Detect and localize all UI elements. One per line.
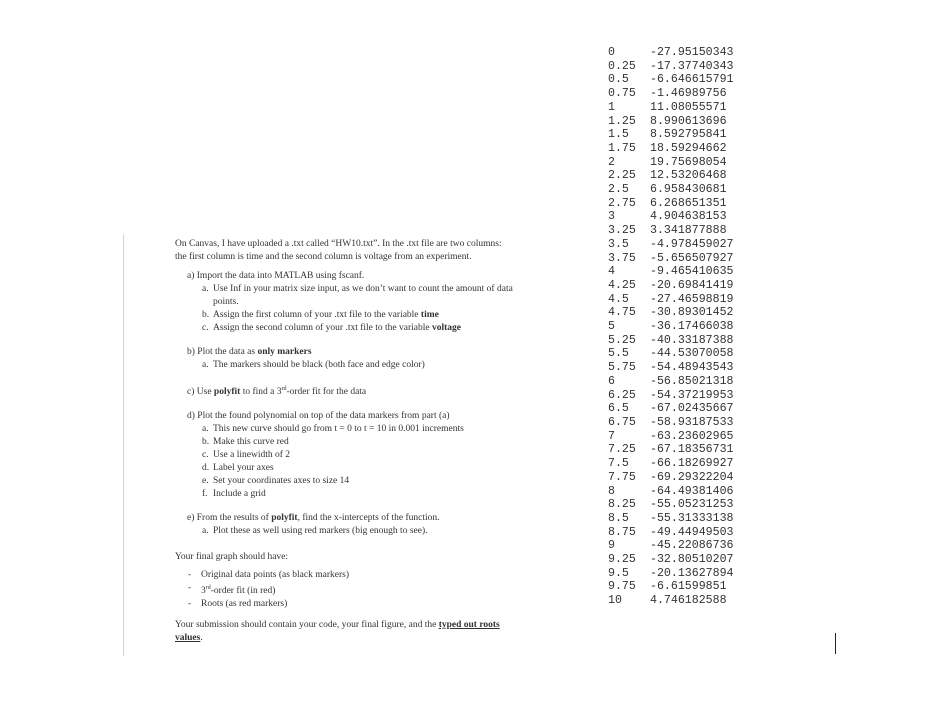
voltage-cell: -66.18269927 (650, 457, 734, 471)
time-cell: 3.25 (608, 224, 636, 238)
table-row (608, 512, 734, 526)
voltage-cell: -49.44949503 (650, 525, 734, 539)
voltage-cell: -5.656507927 (650, 251, 734, 265)
time-cell: 9 (608, 539, 615, 553)
time-cell: 8.75 (608, 525, 636, 539)
question-d: d) Plot the found polynomial on top of the data markers from part (a) a. This new curve should go from t = 0 to t = 10 in 0.001 increments b. Make this curve red c. Use a linewidth of 2 d. Label your axes e. Set your coordinates axes to size 14 f. Include a grid (175, 410, 515, 501)
final-graph-heading: Your final graph should have: (175, 552, 289, 563)
table-row (608, 361, 734, 375)
time-cell: 0.75 (608, 87, 636, 101)
voltage-cell: -69.29322204 (650, 470, 734, 484)
question-a: a) Import the data into MATLAB using fscanf. a. Use Inf in your matrix size input, as we don’t want to count the amount of data points. b. Assign the first column of your .txt file to the variable time c. Assign the second column of your .txt file to the variable voltage (175, 270, 515, 335)
question-d-sub-a: a. This new curve should go from t = 0 to t = 10 in 0.001 increments (202, 424, 464, 435)
voltage-cell: -27.95150343 (650, 46, 734, 59)
time-cell: 6.75 (608, 415, 636, 429)
table-row (608, 485, 734, 499)
table-row (608, 101, 734, 115)
table-row (608, 265, 734, 279)
question-e-sub-a: a. Plot these as well using red markers (big enough to see). (202, 526, 428, 537)
voltage-cell: 6.268651351 (650, 196, 727, 210)
time-cell: 7.75 (608, 470, 636, 484)
question-a-sub-b: b. Assign the first column of your .txt file to the variable time (202, 310, 439, 320)
voltage-cell: -20.69841419 (650, 278, 734, 292)
time-cell: 8 (608, 484, 615, 498)
voltage-cell: 19.75698054 (650, 155, 727, 169)
intro-paragraph: On Canvas, I have uploaded a .txt called “HW10.txt”. In the .txt file are two columns: the first column is time and the second column is voltage from an experiment. (175, 239, 502, 262)
table-row (608, 60, 734, 74)
time-cell: 6 (608, 374, 615, 388)
voltage-cell: -6.61599851 (650, 580, 727, 594)
time-cell: 2.75 (608, 196, 636, 210)
time-cell: 2 (608, 155, 615, 169)
time-cell: 7.5 (608, 457, 629, 471)
question-b-sub-a: a. The markers should be black (both face and edge color) (202, 360, 425, 370)
time-cell: 9.75 (608, 580, 636, 594)
voltage-cell: -58.93187533 (650, 415, 734, 429)
time-cell: 9.5 (608, 566, 629, 580)
final-graph-list (175, 569, 515, 611)
table-row (608, 252, 734, 266)
question-d-sub-d: d. Label your axes (202, 463, 274, 474)
time-cell: 5.75 (608, 361, 636, 375)
question-b: b) Plot the data as only markers a. The markers should be black (both face and edge color) (175, 346, 515, 372)
voltage-cell: -64.49381406 (650, 484, 734, 498)
voltage-cell: 12.53206468 (650, 169, 727, 183)
page-left-border (123, 234, 124, 656)
voltage-cell: -67.02435667 (650, 402, 734, 416)
voltage-cell: -20.13627894 (650, 566, 734, 580)
time-cell: 3 (608, 210, 615, 224)
voltage-cell: -67.18356731 (650, 443, 734, 457)
table-row (608, 224, 734, 238)
time-cell: 4.75 (608, 306, 636, 320)
question-d-sub-c: c. Use a linewidth of 2 (202, 450, 291, 461)
time-cell: 8.5 (608, 511, 629, 525)
table-row (608, 430, 734, 444)
data-table (608, 46, 734, 608)
table-row (608, 457, 734, 471)
time-cell: 0.25 (608, 59, 636, 73)
time-cell: 5.5 (608, 347, 629, 361)
voltage-cell: 8.990613696 (650, 114, 727, 128)
table-row (608, 389, 734, 403)
time-cell: 0.5 (608, 73, 629, 87)
time-cell: 2.25 (608, 169, 636, 183)
table-row (608, 46, 734, 60)
time-cell: 1.25 (608, 114, 636, 128)
question-e: e) From the results of polyfit, find the x-intercepts of the function. a. Plot these as well using red markers (big enough to see). (175, 512, 515, 538)
table-row (608, 156, 734, 170)
time-cell: 5 (608, 320, 615, 334)
table-row (608, 210, 734, 224)
voltage-cell: -6.646615791 (650, 73, 734, 87)
question-d-sub-b: b. Make this curve red (202, 437, 289, 448)
table-row (608, 320, 734, 334)
voltage-cell: -55.05231253 (650, 498, 734, 512)
table-row (608, 73, 734, 87)
table-row (608, 128, 734, 142)
voltage-cell: -40.33187388 (650, 333, 734, 347)
question-c: c) Use polyfit to find a 3rd-order fit for the data (187, 386, 367, 398)
table-row (608, 115, 734, 129)
question-d-sub-f: f. Include a grid (202, 489, 266, 500)
voltage-cell: -27.46598819 (650, 292, 734, 306)
time-cell: 6.5 (608, 402, 629, 416)
voltage-cell: -45.22086736 (650, 539, 734, 553)
voltage-cell: -17.37740343 (650, 59, 734, 73)
voltage-cell: 11.08055571 (650, 100, 727, 114)
table-row (608, 553, 734, 567)
table-row (608, 169, 734, 183)
submission-note: Your submission should contain your code, your final figure, and the typed out roots values. (175, 620, 500, 644)
voltage-cell: 8.592795841 (650, 128, 727, 142)
voltage-cell: 3.341877888 (650, 224, 727, 238)
table-row (608, 293, 734, 307)
table-row (608, 580, 734, 594)
time-cell: 4 (608, 265, 615, 279)
question-a-sub-c: c. Assign the second column of your .txt file to the variable voltage (202, 323, 462, 333)
time-cell: 7 (608, 429, 615, 443)
table-row (608, 87, 734, 101)
voltage-cell: -56.85021318 (650, 374, 734, 388)
table-row (608, 416, 734, 430)
time-cell: 5.25 (608, 333, 636, 347)
time-cell: 3.75 (608, 251, 636, 265)
voltage-cell: -54.37219953 (650, 388, 734, 402)
table-row (608, 238, 734, 252)
time-cell: 3.5 (608, 237, 629, 251)
text-cursor (835, 633, 836, 654)
table-row (608, 594, 734, 608)
list-item: - Original data points (as black markers) (175, 569, 515, 582)
table-row (608, 539, 734, 553)
time-cell: 1.5 (608, 128, 629, 142)
time-cell: 6.25 (608, 388, 636, 402)
time-cell: 2.5 (608, 183, 629, 197)
voltage-cell: 4.904638153 (650, 210, 727, 224)
table-row (608, 498, 734, 512)
voltage-cell: -54.48943543 (650, 361, 734, 375)
voltage-cell: 6.958430681 (650, 183, 727, 197)
table-row (608, 443, 734, 457)
voltage-cell: -44.53070058 (650, 347, 734, 361)
question-a-sub-a: a. Use Inf in your matrix size input, as we don’t want to count the amount of data points. (202, 284, 513, 307)
time-cell: 0 (608, 46, 615, 59)
voltage-cell: -9.465410635 (650, 265, 734, 279)
voltage-cell: -63.23602965 (650, 429, 734, 443)
question-d-sub-e: e. Set your coordinates axes to size 14 (202, 476, 350, 487)
table-row (608, 306, 734, 320)
table-row (608, 526, 734, 540)
time-cell: 1.75 (608, 141, 636, 155)
voltage-cell: -4.978459027 (650, 237, 734, 251)
voltage-cell: 18.59294662 (650, 141, 727, 155)
time-cell: 10 (608, 594, 622, 608)
voltage-cell: -30.89301452 (650, 306, 734, 320)
table-row (608, 183, 734, 197)
voltage-cell: -55.31333138 (650, 511, 734, 525)
voltage-cell: -36.17466038 (650, 320, 734, 334)
list-item: - 3rd-order fit (in red) (175, 582, 515, 598)
time-cell: 1 (608, 100, 615, 114)
table-row (608, 567, 734, 581)
table-row (608, 375, 734, 389)
table-row (608, 402, 734, 416)
time-cell: 4.5 (608, 292, 629, 306)
voltage-cell: 4.746182588 (650, 594, 727, 608)
table-row (608, 142, 734, 156)
table-row (608, 334, 734, 348)
time-cell: 7.25 (608, 443, 636, 457)
voltage-cell: -32.80510207 (650, 553, 734, 567)
time-cell: 8.25 (608, 498, 636, 512)
time-cell: 4.25 (608, 278, 636, 292)
table-row (608, 197, 734, 211)
voltage-cell: -1.46989756 (650, 87, 727, 101)
time-cell: 9.25 (608, 553, 636, 567)
table-row (608, 279, 734, 293)
table-row (608, 347, 734, 361)
table-row (608, 471, 734, 485)
assignment-document (175, 238, 515, 645)
list-item: - Roots (as red markers) (175, 598, 515, 611)
